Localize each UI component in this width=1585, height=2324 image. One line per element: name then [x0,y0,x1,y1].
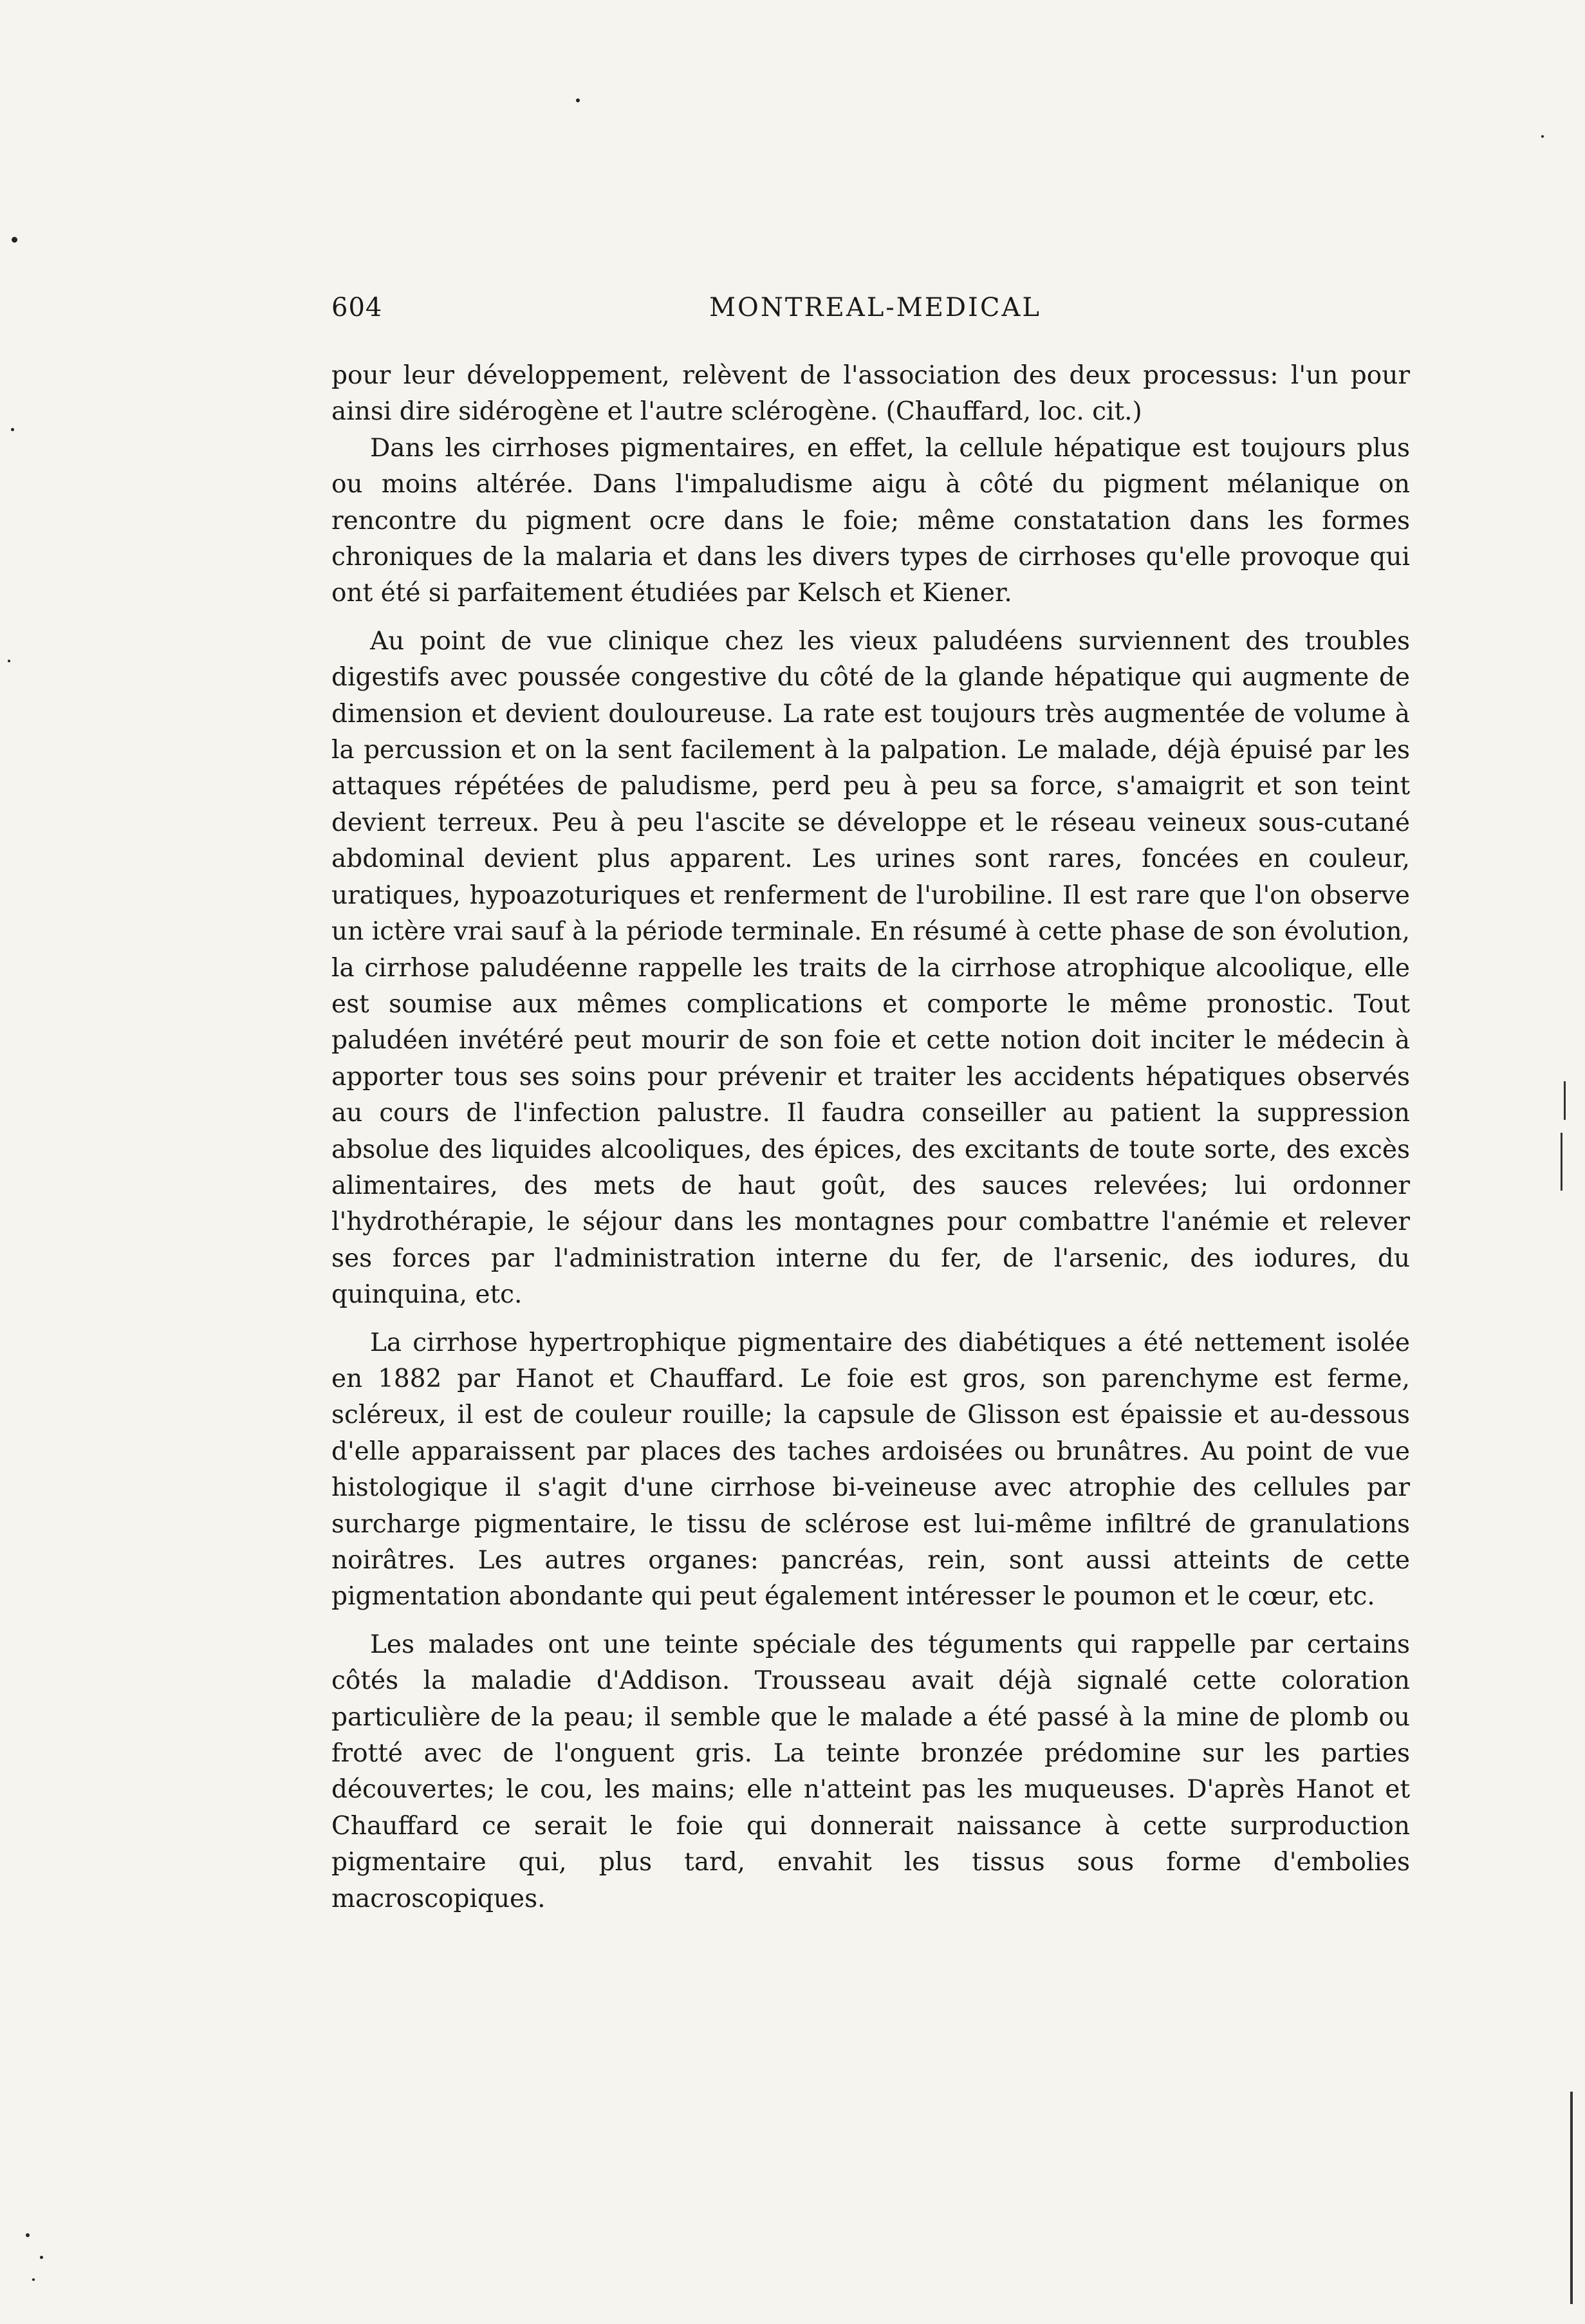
paragraph-4: La cirrhose hypertrophique pigmentaire des diabétiques a été nettement isolée en 1882 par Hanot et Chauffard. Le foie est gros, son parenchyme est ferme, scléreux, il est de couleur rouille; la capsule de Glisson est épaissie et au-dessous d'elle apparaissent par places des taches ardoisées ou brunâtres. Au point de vue histologique il s'agit d'une cirrhose bi-veineuse avec atrophie des cellules par surcharge pigmentaire, le tissu de sclérose est lui-même infiltré de granulations noirâtres. Les autres organes: pancréas, rein, sont aussi atteints de cette pigmentation abondante qui peut également intéresser le poumon et le cœur, etc. [331,1328,1410,1612]
page-number: 604 [331,293,383,322]
paragraph-2: Dans les cirrhoses pigmentaires, en effet, la cellule hépatique est toujours plus ou moins altérée. Dans l'impaludisme aigu à côté du pigment mélanique on rencontre du pigment ocre dans le foie; même constatation dans les formes chroniques de la malaria et dans les divers types de cirrhoses qu'elle provoque qui ont été si parfaitement étudiées par Kelsch et Kiener. [331,433,1410,608]
scan-speck [40,2256,43,2259]
page-header [331,293,1419,338]
scan-speck [26,2233,30,2237]
scan-speck [1541,135,1544,138]
scan-speck [32,2278,35,2281]
scan-speck [8,660,10,662]
scan-speck [12,237,17,243]
paragraph-1: pour leur développement, relèvent de l'association des deux processus: l'un pour ainsi dire sidérogène et l'autre sclérogène. (Chauffard, loc. cit.) [331,361,1410,427]
scan-speck [576,98,580,102]
scan-edge-mark [1564,1081,1566,1120]
scan-edge-mark [1570,2092,1573,2304]
scan-edge-mark [1561,1133,1562,1191]
running-title: MONTREAL-MEDICAL [709,293,1041,322]
scan-speck [11,428,14,431]
paragraph-5: Les malades ont une teinte spéciale des téguments qui rappelle par certains côtés la maladie d'Addison. Trousseau avait déjà signalé cette coloration particulière de la peau; il semble que le malade a été passé à la mine de plomb ou frotté avec de l'onguent gris. La teinte bronzée prédomine sur les parties découvertes; le cou, les mains; elle n'atteint pas les muqueuses. D'après Hanot et Chauffard ce serait le foie qui donnerait naissance à cette surproduction pigmentaire qui, plus tard, envahit les tissus sous forme d'embolies macroscopiques. [331,1630,1410,1913]
body-text [331,358,1410,1917]
paragraph-3: Au point de vue clinique chez les vieux paludéens surviennent des troubles digestifs avec poussée congestive du côté de la glande hépatique qui augmente de dimension et devient douloureuse. La rate est toujours très augmentée de volume à la percussion et on la sent facilement à la palpation. Le malade, déjà épuisé par les attaques répétées de paludisme, perd peu à peu sa force, s'amaigrit et son teint devient terreux. Peu à peu l'ascite se développe et le réseau veineux sous-cutané abdominal devient plus apparent. Les urines sont rares, foncées en couleur, uratiques, hypoazoturiques et renferment de l'urobiline. Il est rare que l'on observe un ictère vrai sauf à la période terminale. En résumé à cette phase de son évolution, la cirrhose paludéenne rappelle les traits de la cirrhose atrophique alcoolique, elle est soumise aux mêmes complications et comporte le même pronostic. Tout paludéen invétéré peut mourir de son foie et cette notion doit inciter le médecin à apporter tous ses soins pour prévenir et traiter les accidents hépatiques observés au cours de l'infection palustre. Il faudra conseiller au patient la suppression absolue des liquides alcooliques, des épices, des excitants de toute sorte, des excès alimentaires, des mets de haut goût, des sauces relevées; lui ordonner l'hydrothérapie, le séjour dans les montagnes pour combattre l'anémie et relever ses forces par l'administration interne du fer, de l'arsenic, des iodures, du quinquina, etc. [331,626,1410,1310]
